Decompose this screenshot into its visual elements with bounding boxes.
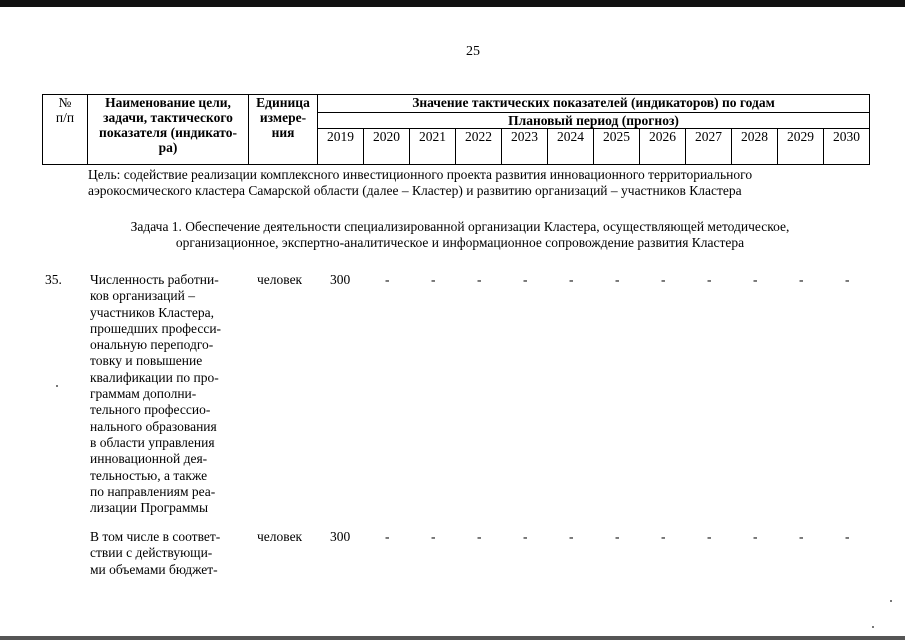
header-year: 2023 xyxy=(502,129,548,165)
row-value: - xyxy=(523,529,528,544)
row-value: - xyxy=(523,272,528,287)
header-values-title: Значение тактических показателей (индикаторов) по годам xyxy=(318,95,870,113)
row-description xyxy=(90,272,241,516)
row-value: - xyxy=(431,272,436,287)
row-value: - xyxy=(615,272,620,287)
header-name-col xyxy=(88,95,249,165)
description-line: квалификации по про- xyxy=(90,369,219,385)
description-line: в области управления xyxy=(90,434,215,450)
header-year: 2022 xyxy=(456,129,502,165)
row-unit: человек xyxy=(257,272,303,287)
task-line: Задача 1. Обеспечение деятельности специализированной организации Кластера, осуществляющей методическое, xyxy=(130,219,790,234)
description-line: ональную переподго- xyxy=(90,337,214,353)
description-line: тельного профессио- xyxy=(90,402,211,418)
row-value: - xyxy=(707,529,712,544)
row-description xyxy=(90,529,241,578)
header-year: 2025 xyxy=(594,129,640,165)
row-value: - xyxy=(799,272,804,287)
description-line: ствии с действующи- xyxy=(90,545,213,561)
scan-speck xyxy=(56,385,58,387)
header-unit-line: измере- xyxy=(259,110,307,125)
row-value: - xyxy=(661,272,666,287)
header-name-line: ра) xyxy=(158,140,178,155)
header-unit-col xyxy=(249,95,318,165)
header-name-line: задачи, тактического xyxy=(103,110,233,125)
top-scan-border xyxy=(0,0,905,7)
goal-line: аэрокосмического кластера Самарской области (далее – Кластер) и развитию организаций – участников Кластера xyxy=(88,183,742,198)
row-value: - xyxy=(799,529,804,544)
row-value: - xyxy=(845,272,850,287)
scan-speck xyxy=(872,626,874,628)
scan-speck xyxy=(890,600,892,602)
header-name-line: Наименование цели, xyxy=(105,95,231,110)
header-period-title: Плановый период (прогноз) xyxy=(318,113,870,129)
header-name-line: показателя (индикато- xyxy=(99,125,237,140)
row-value: - xyxy=(569,272,574,287)
goal-line: Цель: содействие реализации комплексного инвестиционного проекта развития инновационного территориального xyxy=(88,167,753,182)
description-line: ми объемами бюджет- xyxy=(90,561,218,577)
header-year: 2026 xyxy=(640,129,686,165)
description-line: граммам дополни- xyxy=(90,386,197,402)
description-line: ков организаций – xyxy=(90,288,195,304)
description-line: инновационной дея- xyxy=(90,451,208,467)
page-number: 25 xyxy=(466,44,480,59)
header-year: 2019 xyxy=(318,129,364,165)
header-year: 2030 xyxy=(824,129,870,165)
row-value: - xyxy=(477,272,482,287)
description-line: тельностью, а также xyxy=(90,467,208,483)
row-value: - xyxy=(615,529,620,544)
header-unit-line: ния xyxy=(271,125,295,140)
task-line: организационное, экспертно-аналитическое и информационное сопровождение развития Кластера xyxy=(175,235,745,250)
task-text xyxy=(60,219,860,251)
row-value: - xyxy=(845,529,850,544)
row-value: - xyxy=(431,529,436,544)
description-line: лизации Программы xyxy=(90,500,209,516)
header-number-line: п/п xyxy=(55,110,75,125)
row-value: 300 xyxy=(330,529,351,544)
header-year: 2029 xyxy=(778,129,824,165)
header-number-line: № xyxy=(58,95,72,110)
row-value: 300 xyxy=(330,272,351,287)
row-value: - xyxy=(569,529,574,544)
header-unit-line: Единица xyxy=(256,95,310,110)
row-value: - xyxy=(707,272,712,287)
header-number-col xyxy=(43,95,88,165)
row-value: - xyxy=(385,529,390,544)
description-line: прошедших професси- xyxy=(90,320,222,336)
description-line: Численность работни- xyxy=(90,272,219,287)
description-line: В том числе в соответ- xyxy=(90,529,221,544)
header-year: 2021 xyxy=(410,129,456,165)
goal-text xyxy=(88,167,848,199)
indicator-table-header xyxy=(42,94,870,165)
description-line: товку и повышение xyxy=(90,353,203,369)
description-line: по направлениям реа- xyxy=(90,483,216,499)
row-unit: человек xyxy=(257,529,303,544)
row-value: - xyxy=(661,529,666,544)
header-year: 2024 xyxy=(548,129,594,165)
header-year: 2027 xyxy=(686,129,732,165)
header-year: 2020 xyxy=(364,129,410,165)
row-number: 35. xyxy=(45,272,62,287)
row-value: - xyxy=(753,529,758,544)
row-value: - xyxy=(477,529,482,544)
row-value: - xyxy=(753,272,758,287)
row-value: - xyxy=(385,272,390,287)
bottom-scan-border xyxy=(0,636,905,640)
description-line: нального образования xyxy=(90,418,217,434)
description-line: участников Кластера, xyxy=(90,304,214,320)
header-year: 2028 xyxy=(732,129,778,165)
